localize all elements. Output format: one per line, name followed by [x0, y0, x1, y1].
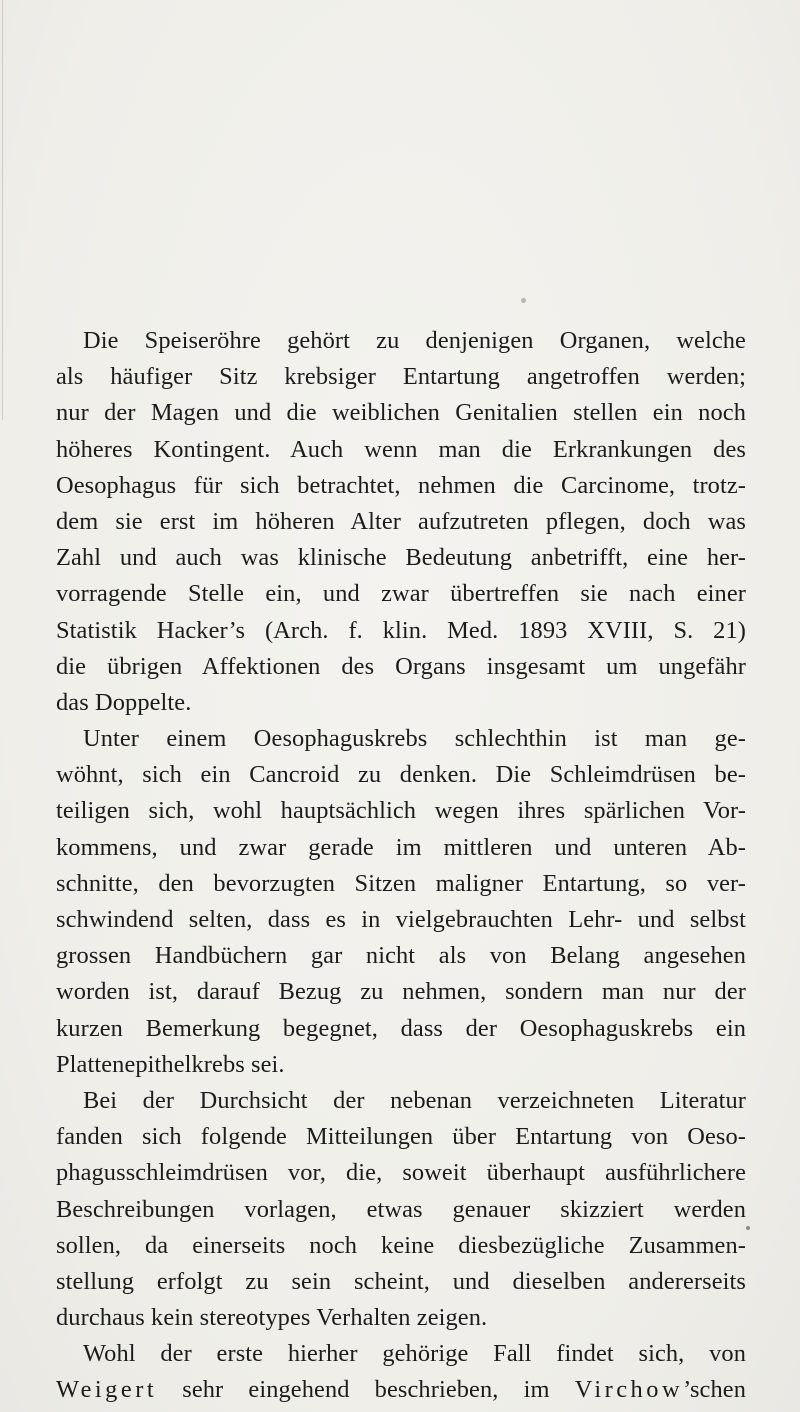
text-line: stellung erfolgt zu sein scheint, und dieselben andererseits [56, 1267, 746, 1295]
body-text [56, 323, 746, 1409]
author-name-virchow: Virchow [574, 1376, 684, 1404]
text-line: Die Speiseröhre gehört zu denjenigen Organen, welche [83, 327, 746, 354]
text-line: kurzen Bemerkung begegnet, dass der Oesophaguskrebs ein [56, 1014, 746, 1042]
text-line: dem sie erst im höheren Alter aufzutreten pflegen, doch was [56, 507, 746, 535]
text-line: kommens, und zwar gerade im mittleren und unteren Ab- [56, 833, 746, 861]
text-line: als häufiger Sitz krebsiger Entartung angetroffen werden; [56, 363, 746, 391]
text-line: teiligen sich, wohl hauptsächlich wegen ihres spärlichen Vor- [56, 797, 746, 825]
text-line: Statistik Hacker’s (Arch. f. klin. Med. 1893 XVIII, S. 21) [56, 616, 746, 644]
text-line: Plattenepithelkrebs sei. [56, 1050, 285, 1078]
page-edge-shadow [2, 0, 3, 420]
paper-speck [746, 1226, 750, 1230]
text-line: wöhnt, sich ein Cancroid zu denken. Die Schleimdrüsen be- [56, 761, 746, 789]
text-line: durchaus kein stereotypes Verhalten zeigen. [56, 1304, 488, 1332]
text-line: Bei der Durchsicht der nebenan verzeichneten Literatur [83, 1086, 746, 1114]
text-line: worden ist, darauf Bezug zu nehmen, sondern man nur der [56, 978, 746, 1006]
text-line: Zahl und auch was klinische Bedeutung anbetrifft, eine her- [56, 544, 746, 572]
text-line: grossen Handbüchern gar nicht als von Belang angesehen [56, 942, 746, 970]
text-span: ’schen [683, 1376, 746, 1404]
text-line: Unter einem Oesophaguskrebs schlechthin ist man ge- [83, 725, 746, 753]
text-line: das Doppelte. [56, 688, 192, 716]
text-line: Oesophagus für sich betrachtet, nehmen die Carcinome, trotz- [56, 471, 746, 499]
text-line: die übrigen Affektionen des Organs insgesamt um ungefähr [56, 652, 746, 680]
text-line: nur der Magen und die weiblichen Genitalien stellen ein noch [56, 399, 746, 427]
text-line: Wohl der erste hierher gehörige Fall findet sich, von [83, 1340, 746, 1368]
author-name-weigert: Weigert [56, 1376, 158, 1404]
text-line: höheres Kontingent. Auch wenn man die Erkrankungen des [56, 435, 746, 463]
text-line: sollen, da einerseits noch keine diesbezügliche Zusammen- [56, 1231, 746, 1259]
text-line: schwindend selten, dass es in vielgebrauchten Lehr- und selbst [56, 906, 746, 933]
text-line: Beschreibungen vorlagen, etwas genauer skizziert werden [56, 1195, 746, 1223]
paper-speck [521, 298, 526, 303]
text-line: fanden sich folgende Mitteilungen über Entartung von Oeso- [56, 1123, 746, 1151]
text-line [56, 1372, 746, 1408]
text-line: phagusschleimdrüsen vor, die, soweit überhaupt ausführlichere [56, 1159, 746, 1187]
text-span: sehr eingehend beschrieben, im [157, 1376, 575, 1404]
text-line: schnitte, den bevorzugten Sitzen maligner Entartung, so ver- [56, 869, 746, 897]
text-line: vorragende Stelle ein, und zwar übertreffen sie nach einer [56, 580, 746, 608]
